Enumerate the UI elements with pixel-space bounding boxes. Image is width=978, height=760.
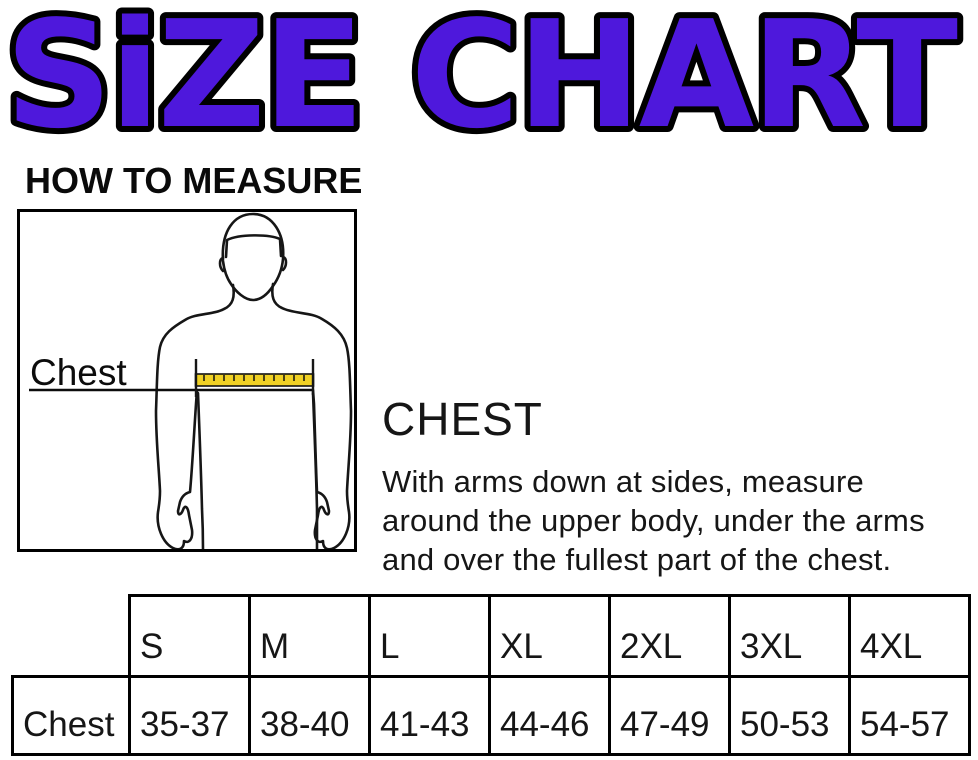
size-header-cell-4xl: 4XL: [848, 594, 971, 678]
size-header-cell-l: L: [368, 594, 491, 678]
description-line: around the upper body, under the arms: [382, 503, 925, 538]
size-table-header-row: [128, 594, 971, 678]
size-header-cell-xl: XL: [488, 594, 611, 678]
chest-value-2xl: 47-49: [608, 675, 731, 756]
chest-section-heading: CHEST: [382, 393, 543, 445]
chest-value-l: 41-43: [368, 675, 491, 756]
how-to-measure-figure: [20, 212, 354, 549]
chest-section: [382, 392, 978, 579]
chest-section-description: [382, 462, 978, 579]
size-table-chest-row: [11, 675, 971, 756]
description-line: With arms down at sides, measure: [382, 464, 864, 499]
chest-label: Chest: [30, 352, 127, 393]
size-header-cell-m: M: [248, 594, 371, 678]
size-chart-title-text: SiZE CHART: [5, 0, 959, 160]
size-header-cell-2xl: 2XL: [608, 594, 731, 678]
description-line: and over the fullest part of the chest.: [382, 542, 892, 577]
chest-value-4xl: 54-57: [848, 675, 971, 756]
chest-row-header: Chest: [11, 675, 131, 756]
chest-value-m: 38-40: [248, 675, 371, 756]
how-to-measure-heading: HOW TO MEASURE: [25, 160, 363, 201]
measure-diagram-box: [17, 209, 357, 552]
size-chart-title: [0, 0, 978, 160]
chest-value-3xl: 50-53: [728, 675, 851, 756]
chest-value-s: 35-37: [128, 675, 251, 756]
chest-value-xl: 44-46: [488, 675, 611, 756]
size-header-cell-3xl: 3XL: [728, 594, 851, 678]
size-header-cell-s: S: [128, 594, 251, 678]
